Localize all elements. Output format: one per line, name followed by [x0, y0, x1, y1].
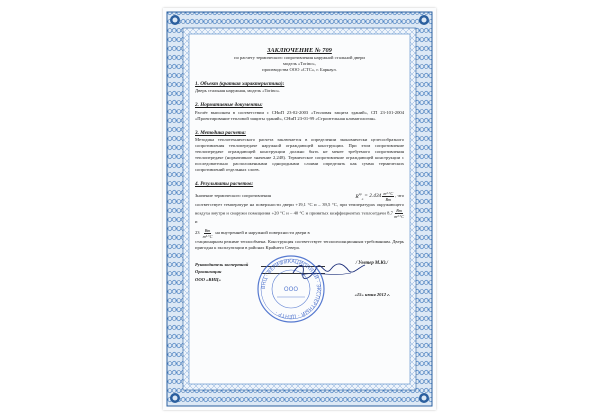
- signatory-role: Руководитель экспертной Организации ООО «ВНЦ»: [195, 261, 249, 282]
- signature-block: [195, 258, 404, 319]
- signatory-name: / Уеетер М.Ю./: [355, 260, 388, 266]
- svg-text:ООО: ООО: [283, 285, 299, 293]
- document-title: ЗАКЛЮЧЕНИЕ № 709: [267, 47, 332, 54]
- signature-date: «15» июня 2012 г.: [354, 291, 390, 297]
- section-text-object: Дверь стальная наружная, модель «Torino».: [195, 88, 281, 94]
- heat-transfer-unit-2: $\frac{Bm}{\text{m²·°C}}$: [202, 227, 213, 239]
- resistance-formula-line: [195, 191, 404, 202]
- organization-stamp: [255, 253, 327, 325]
- section-heading-object: 1. Объект (краткая характеристика):: [195, 81, 285, 88]
- section-text-method: Методика теплотехнического расчета заключается в определении экономически целесообразного сопротивления теплопередаче наружной ограждающей конструкции. При этом сопротивление теплопередаче ограждающей конструкции должно быть не менее требуемого сопротивления теплопередаче (нормативное значение 2,248). Термическое сопротивление ограждающей конструкции с последовательно расположенными однородными слоями определять как сумма термических сопротивлений отдельных слоев.: [195, 136, 404, 173]
- results-text-3: стационарном режиме теплообмена. Конструкция соответствует теплоизоляционным требованиям. Дверь пригодна к эксплуатации в районах Крайнего Севера.: [195, 238, 404, 250]
- subtitle-line: производства ООО «СТС», г. Барнаул.: [262, 67, 337, 73]
- certificate-page: [163, 8, 436, 410]
- section-text-norms: Расчёт выполнен в соответствии с СНиП 23-02-2003 «Тепловая защита зданий», СП 23-101-2004 «Проектирование тепловой защиты зданий», СНиП 23-01-99 «Строительная климатология».: [195, 109, 404, 121]
- coefficient-23: 23: [195, 230, 200, 236]
- resistance-unit: $\frac{\text{m²·°C}}{Bm}$: [383, 190, 394, 202]
- results-text-1: соответствует температуре на поверхности двери +19,1 °C и – 39,5 °C, при температурах окружающего воздуха внутри и снаружи помещения +20 °C и – 40 °C и принятых коэффициентах теплоотдачи 8,7 $\frac{Bm}{\text{m²·°C}}$ и: [195, 201, 404, 224]
- subtitle-line: по расчету термического сопротивления наружной стальной двери: [234, 55, 365, 60]
- r-symbol: $R^{np}_o$: [355, 191, 364, 201]
- section-heading-results: 4. Результаты расчетов:: [195, 181, 254, 188]
- r-value: = 2.434: [364, 192, 382, 199]
- section-heading-method: 3. Методика расчета:: [195, 129, 247, 136]
- resistance-formula: [355, 191, 404, 202]
- svg-text:ВНЦ · ВЕРИФИКАЦИОННЫЙ · ЭКСПЕР: ВНЦ · ВЕРИФИКАЦИОННЫЙ · ЭКСПЕРТНЫЙ · ЦЕНТР ·: [260, 258, 322, 319]
- results-line-23: [195, 228, 404, 239]
- certificate-content: [195, 46, 404, 319]
- subtitle-line: модель «Torino»,: [283, 61, 316, 67]
- heat-transfer-unit: $\frac{Bm}{\text{m²·°C}}$: [394, 207, 404, 219]
- section-heading-norms: 2. Нормативные документы:: [195, 102, 263, 109]
- formula-suffix: , что: [395, 192, 404, 198]
- results-lead-text: Значение термического сопротивления: [195, 192, 271, 198]
- results-text-2: на внутренней и наружной поверхности двери в: [215, 230, 310, 236]
